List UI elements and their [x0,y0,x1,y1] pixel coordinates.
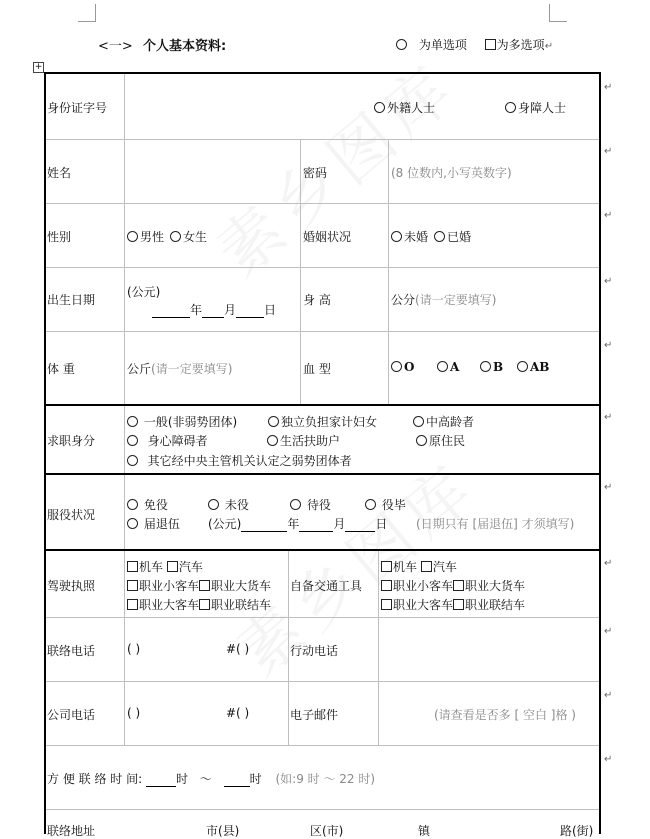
table-border-top [44,72,601,74]
transport-motorcycle-checkbox[interactable]: 机车 [381,560,417,574]
office-area-field[interactable]: ( ) [127,706,141,720]
height-label: 身 高 [303,293,331,307]
transport-bus-checkbox[interactable]: 职业大客车 [381,598,453,612]
gender-label: 性别 [47,230,72,244]
radio-icon [127,231,138,242]
office-phone-label: 公司电话 [47,708,96,722]
radio-icon [170,231,181,242]
radio-icon [416,435,427,446]
license-motorcycle-checkbox[interactable]: 机车 [127,560,163,574]
weight-label: 体 重 [47,362,75,376]
checkbox-icon [199,580,210,591]
checkbox-icon [453,580,464,591]
license-trailer-checkbox[interactable]: 职业联结车 [199,598,271,612]
foreigner-radio[interactable]: 外籍人士 [374,99,435,116]
password-label: 密码 [303,166,328,180]
radio-icon [268,416,279,427]
checkbox-icon [421,561,432,572]
address-road: 路(街) [560,824,594,838]
military-not-served-radio[interactable]: 未役 [208,496,249,513]
radio-icon [267,435,278,446]
blood-type-a-radio[interactable]: A [437,360,459,374]
radio-icon [127,416,138,427]
address-district: 区(市) [310,824,344,838]
address-label: 联络地址 [47,824,96,838]
job-other-radio[interactable]: 其它经中央主管机关认定之弱势团体者 [127,452,352,469]
table-move-handle-icon[interactable]: + [34,62,43,72]
checkbox-icon [453,599,464,610]
military-retiring-radio[interactable]: 届退伍 [127,515,180,532]
birth-era: (公元) [127,285,161,299]
radio-icon [127,455,138,466]
license-group-left [127,558,203,575]
checkbox-icon [127,599,138,610]
weight-field[interactable]: 公斤(请一定要填写) [127,362,233,376]
address-city: 市(县) [206,824,240,838]
transport-label: 自备交通工具 [290,579,363,593]
retire-date-hint: (日期只有 [届退伍] 才须填写) [416,517,575,531]
section-title [98,35,226,54]
checkbox-icon [127,561,138,572]
radio-icon [505,102,516,113]
retire-date-field[interactable]: (公元) 年 月 日 [208,517,388,531]
military-completed-radio[interactable]: 役毕 [365,496,406,513]
radio-icon [413,416,424,427]
military-label: 服役状况 [47,508,96,522]
job-indigenous-radio[interactable]: 原住民 [416,432,465,449]
radio-icon [391,231,402,242]
phone-label: 联络电话 [47,644,96,658]
male-radio[interactable]: 男性 [127,228,164,245]
radio-icon [434,231,445,242]
name-label: 姓名 [47,166,72,180]
table-border-right [599,72,601,834]
transport-taxi-checkbox[interactable]: 职业小客车 [381,579,453,593]
radio-legend-icon [396,39,407,50]
checkbox-icon [381,599,392,610]
checkbox-icon [381,561,392,572]
radio-icon [374,102,385,113]
job-senior-radio[interactable]: 中高龄者 [413,413,474,430]
radio-icon [208,499,219,510]
email-label: 电子邮件 [290,708,339,722]
job-single-mother-radio[interactable]: 独立负担家计妇女 [268,413,377,430]
transport-trailer-checkbox[interactable]: 职业联结车 [453,598,525,612]
section-heading: 个人基本资料: [142,39,227,54]
radio-icon [391,361,402,372]
transport-car-checkbox[interactable]: 汽车 [421,560,457,574]
contact-time-field[interactable]: 方 便 联 络 时 间: 时 ～ 时 (如:9 时 ～ 22 时) [47,772,376,786]
crop-mark [78,21,96,22]
mobile-label: 行动电话 [290,644,339,658]
section-number: <一> [98,39,133,54]
address-town: 镇 [418,824,431,838]
phone-ext-field[interactable]: #( ) [226,642,250,656]
height-field[interactable]: 公分(请一定要填写) [391,293,497,307]
single-radio[interactable]: 未婚 [391,228,428,245]
password-hint: (8 位数内,小写英数字) [391,166,512,180]
marital-label: 婚姻状况 [303,230,352,244]
license-car-checkbox[interactable]: 汽车 [167,560,203,574]
crop-mark [549,4,550,22]
office-ext-field[interactable]: #( ) [226,706,250,720]
checkbox-icon [199,599,210,610]
radio-icon [365,499,376,510]
radio-icon [480,361,491,372]
crop-mark [95,4,96,22]
checkbox-icon [127,580,138,591]
checkbox-icon [167,561,178,572]
checkbox-legend-icon [485,39,496,50]
license-bus-checkbox[interactable]: 职业大客车 [127,598,199,612]
id-label: 身份证字号 [47,101,108,115]
job-disabled-radio[interactable]: 身心障碍者 [127,432,208,449]
checkbox-icon [381,580,392,591]
radio-icon [437,361,448,372]
birthdate-label: 出生日期 [47,293,96,307]
radio-icon [127,499,138,510]
radio-icon [127,435,138,446]
phone-area-field[interactable]: ( ) [127,642,141,656]
radio-icon [290,499,301,510]
disabled-radio[interactable]: 身障人士 [505,99,566,116]
blood-type-o-radio[interactable]: O [391,360,414,374]
birthdate-field[interactable]: 年 月 日 [152,301,276,318]
email-hint: (请查看是否多 [ 空白 ]格 ) [434,708,576,722]
job-general-radio[interactable]: 一般(非弱势团体) [127,413,237,430]
license-label: 驾驶执照 [47,579,96,593]
legend: 为单选项 为多选项↵ [396,36,553,53]
blood-type-b-radio[interactable]: B [480,360,503,374]
blood-type-ab-radio[interactable]: AB [517,360,549,374]
license-truck-checkbox[interactable]: 职业大货车 [199,579,271,593]
job-welfare-radio[interactable]: 生活扶助户 [267,432,340,449]
military-pending-radio[interactable]: 待役 [290,496,331,513]
contact-time-label: 方 便 联 络 时 间: [47,772,143,786]
blood-label: 血 型 [303,362,331,376]
table-border-left [44,72,46,834]
radio-icon [127,518,138,529]
transport-truck-checkbox[interactable]: 职业大货车 [453,579,525,593]
married-radio[interactable]: 已婚 [434,228,471,245]
crop-mark [549,21,567,22]
job-status-label: 求职身分 [47,434,96,448]
female-radio[interactable]: 女生 [170,228,207,245]
radio-icon [517,361,528,372]
military-exempt-radio[interactable]: 免役 [127,496,168,513]
license-taxi-checkbox[interactable]: 职业小客车 [127,579,199,593]
